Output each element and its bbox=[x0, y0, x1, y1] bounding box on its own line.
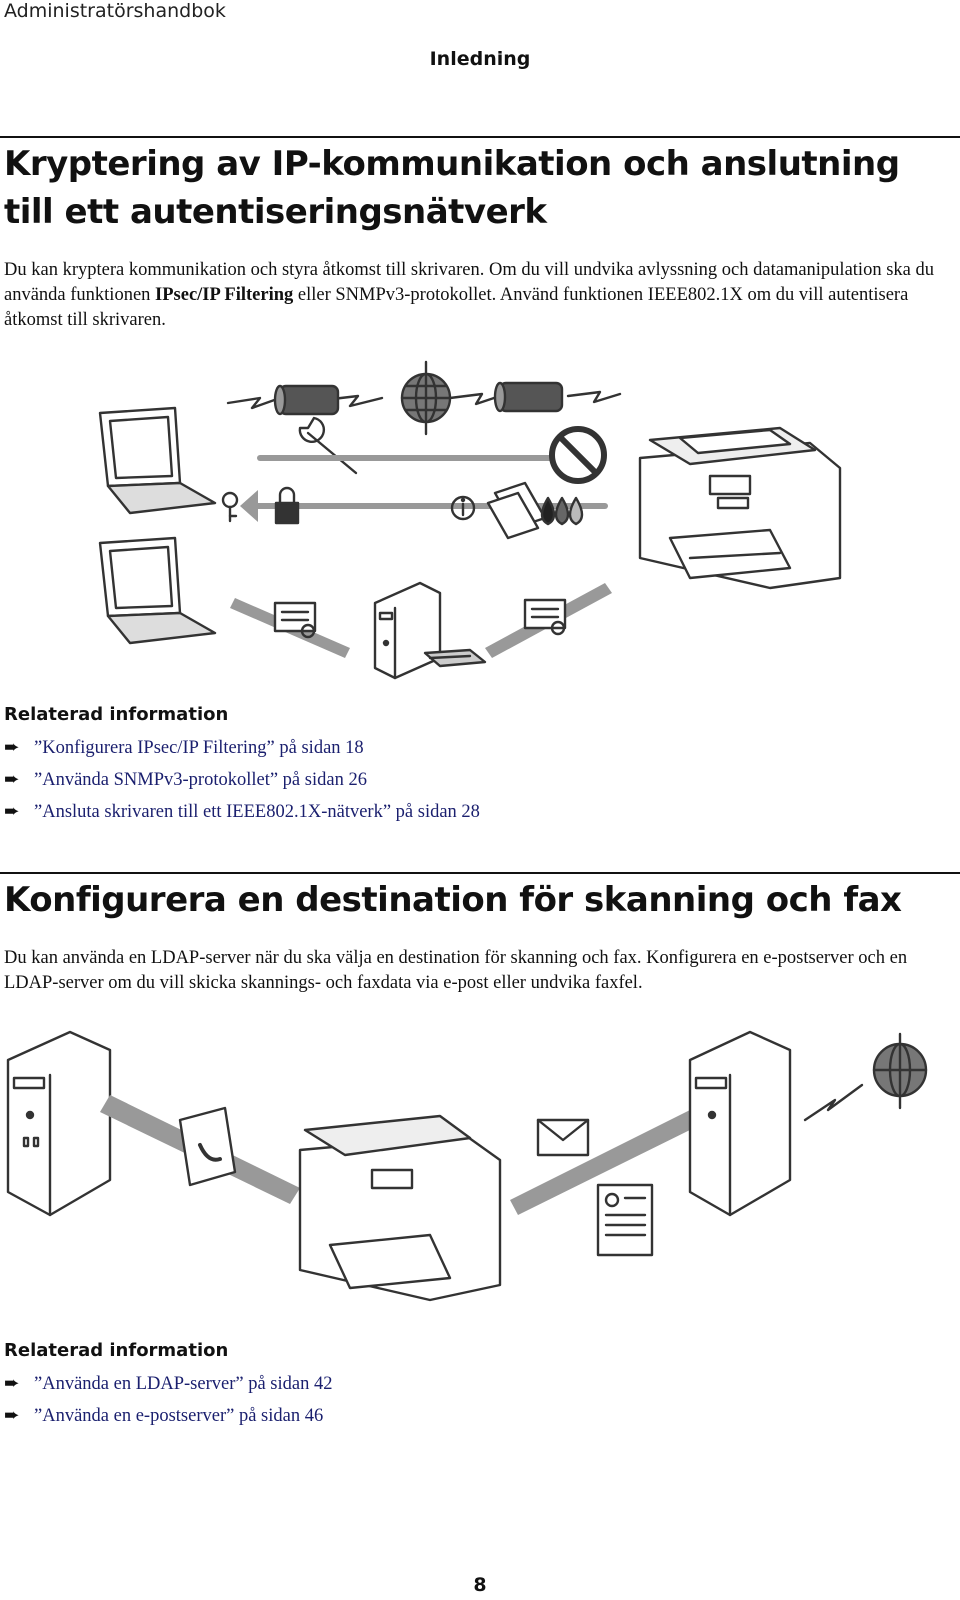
section-divider bbox=[0, 136, 960, 138]
lightning-icon bbox=[805, 1085, 862, 1120]
certificate-icon bbox=[525, 600, 565, 634]
paragraph-run: eller SNMPv3-protokollet. Använd funktionen IEEE802.1X om du vill autentisera åtkomst till skrivaren. bbox=[4, 285, 909, 330]
laptop-icon bbox=[100, 408, 215, 513]
lightning-icon bbox=[450, 394, 500, 404]
section-intro-paragraph: Du kan använda en LDAP-server när du ska välja en destination för skanning och fax. Konfigurera en e-postserver och en LDAP-server om du vill skicka skannings- och faxdata via e-post eller undvika faxfel. bbox=[4, 948, 908, 993]
section-divider bbox=[0, 872, 960, 874]
documents-icon bbox=[488, 483, 545, 538]
globe-icon bbox=[874, 1034, 926, 1108]
printer-icon bbox=[300, 1116, 500, 1300]
network-switch-icon bbox=[425, 650, 485, 666]
certificate-icon bbox=[275, 603, 315, 637]
no-entry-icon bbox=[552, 429, 604, 481]
section-intro-paragraph bbox=[4, 258, 944, 333]
arrow-icon: ➨ bbox=[4, 738, 20, 758]
section-title: Kryptering av IP-kommunikation och anslutning till ett autentiseringsnätverk bbox=[4, 144, 900, 232]
printer-icon bbox=[640, 428, 840, 588]
related-link[interactable]: ➨ ”Använda en LDAP-server” på sidan 42 bbox=[4, 1368, 944, 1400]
page-number: 8 bbox=[473, 1574, 487, 1596]
related-links-list bbox=[4, 732, 944, 828]
server-icon bbox=[690, 1032, 790, 1215]
lightning-icon bbox=[568, 392, 620, 402]
key-icon bbox=[223, 493, 237, 521]
related-link[interactable]: ➨ ”Konfigurera IPsec/IP Filtering” på sidan 18 bbox=[4, 732, 944, 764]
related-links-list bbox=[4, 1368, 944, 1432]
related-link[interactable]: ➨ ”Ansluta skrivaren till ett IEEE802.1X-nätverk” på sidan 28 bbox=[4, 796, 944, 828]
server-icon bbox=[375, 583, 440, 678]
report-icon bbox=[598, 1185, 652, 1255]
related-info-heading: Relaterad information bbox=[4, 1340, 229, 1361]
phone-book-icon bbox=[180, 1108, 235, 1185]
ink-drops-icon bbox=[542, 498, 582, 524]
laptop-icon bbox=[100, 538, 215, 643]
related-info-heading: Relaterad information bbox=[4, 704, 229, 725]
lock-icon bbox=[276, 488, 298, 523]
related-link[interactable]: ➨ ”Använda en e-postserver” på sidan 46 bbox=[4, 1400, 944, 1432]
security-illustration bbox=[90, 358, 880, 688]
tunnel-icon bbox=[275, 386, 338, 414]
scan-fax-illustration bbox=[0, 1020, 960, 1320]
bold-term: IPsec/IP Filtering bbox=[155, 285, 294, 305]
manual-title: Administratörshandbok bbox=[4, 0, 226, 22]
chapter-title: Inledning bbox=[429, 48, 531, 70]
wrench-icon bbox=[300, 418, 356, 473]
arrow-icon: ➨ bbox=[4, 802, 20, 822]
arrow-icon: ➨ bbox=[4, 770, 20, 790]
arrow-icon: ➨ bbox=[4, 1406, 20, 1426]
related-link[interactable]: ➨ ”Använda SNMPv3-protokollet” på sidan 26 bbox=[4, 764, 944, 796]
paragraph-run: Du kan kryptera kommunikation och styra åtkomst till skrivaren. Om du vill undvika avlyssning och datamanipulation ska du använda funktionen bbox=[4, 260, 934, 305]
envelope-icon bbox=[538, 1120, 588, 1155]
arrow-icon: ➨ bbox=[4, 1374, 20, 1394]
lightning-icon bbox=[228, 398, 280, 408]
section-title: Konfigurera en destination för skanning och fax bbox=[4, 880, 902, 920]
globe-icon bbox=[402, 362, 450, 434]
server-icon bbox=[8, 1032, 110, 1215]
tunnel-icon bbox=[495, 383, 562, 411]
